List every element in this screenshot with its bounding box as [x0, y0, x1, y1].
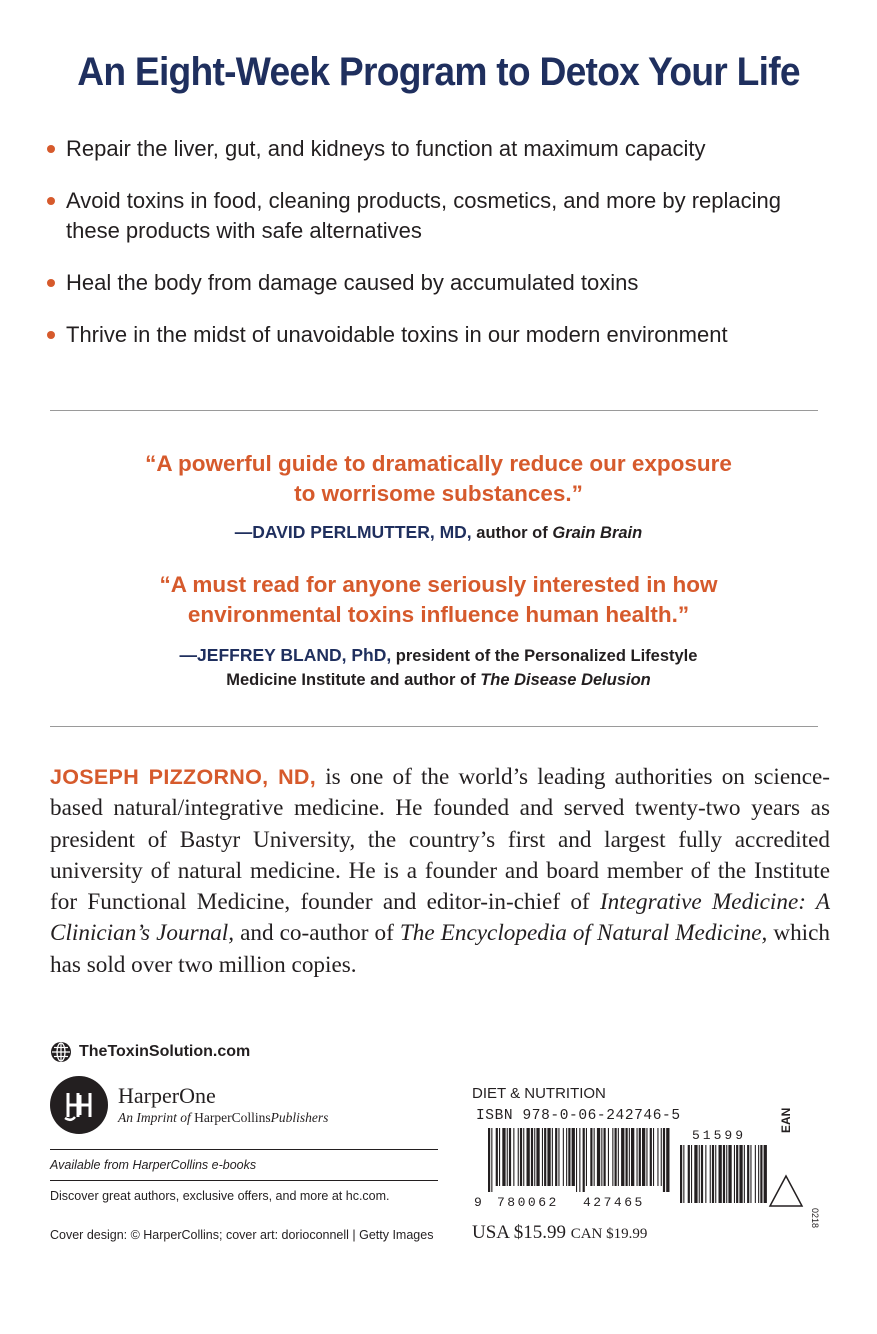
price: USA $15.99 CAN $19.99 [472, 1222, 648, 1243]
harperone-logo-icon [50, 1076, 108, 1134]
divider [50, 1180, 438, 1181]
list-item: Thrive in the midst of unavoidable toxins in our modern environment [47, 320, 837, 350]
bullet-dot-icon [47, 145, 55, 153]
addon-barcode [680, 1145, 768, 1209]
attribution-bland: —JEFFREY BLAND, PhD, president of the Personalized Lifestyle Medicine Institute and author of The Disease Delusion [179, 645, 698, 689]
divider [50, 410, 818, 411]
bullet-dot-icon [47, 197, 55, 205]
quote-bland: “A must read for anyone seriously interested in how environmental toxins influence human health.” [159, 572, 718, 627]
ean-barcode [488, 1128, 670, 1192]
website-link[interactable]: TheToxinSolution.com [50, 1041, 250, 1063]
print-code: 0218 [810, 1208, 820, 1229]
bullet-dot-icon [47, 331, 55, 339]
isbn-label: ISBN 978-0-06-242746-5 [476, 1108, 681, 1124]
triangle-icon [768, 1174, 804, 1208]
globe-icon [50, 1041, 72, 1063]
list-item: Heal the body from damage caused by accumulated toxins [47, 268, 837, 298]
quote-perlmutter: “A powerful guide to dramatically reduce our exposure to worrisome substances.” [145, 451, 732, 506]
ebooks-note: Available from HarperCollins e-books [50, 1158, 257, 1172]
category-label: DIET & NUTRITION [472, 1085, 606, 1102]
barcode-digit-lead: 9 [474, 1195, 482, 1210]
divider [50, 726, 818, 727]
author-bio: JOSEPH PIZZORNO, ND, is one of the world’s leading authorities on science-based natural/integrative medicine. He founded and served twenty-two years as president of Bastyr University, the country’s first and largest fully accredited university of natural medicine. He is a founder and board member of the Institute for Functional Medicine, founder and editor-in-chief of Integrative Medicine: A Clinician’s Journal, and co-author of The Encyclopedia of Natural Medicine, which has sold over two million copies. [50, 764, 831, 978]
barcode-digits-left: 780062 [497, 1195, 559, 1210]
addon-digits: 51599 [692, 1128, 747, 1143]
publisher-block [50, 1076, 328, 1134]
headline: An Eight-Week Program to Detox Your Life [77, 50, 800, 94]
benefits-list [47, 134, 837, 372]
list-item: Repair the liver, gut, and kidneys to function at maximum capacity [47, 134, 837, 164]
bullet-dot-icon [47, 279, 55, 287]
divider [50, 1149, 438, 1150]
attribution-perlmutter: —DAVID PERLMUTTER, MD, author of Grain Brain [234, 522, 643, 542]
barcode-digits-right: 427465 [583, 1195, 645, 1210]
cover-credits: Cover design: © HarperCollins; cover art: dorioconnell | Getty Images [50, 1228, 434, 1242]
discover-note: Discover great authors, exclusive offers, and more at hc.com. [50, 1189, 390, 1203]
publisher-imprint: An Imprint of HarperCollinsPublishers [118, 1110, 329, 1125]
list-item: Avoid toxins in food, cleaning products, cosmetics, and more by replacing these products with safe alternatives [47, 186, 837, 246]
ean-label: EAN [779, 1107, 793, 1133]
publisher-name: HarperOne [118, 1083, 216, 1108]
